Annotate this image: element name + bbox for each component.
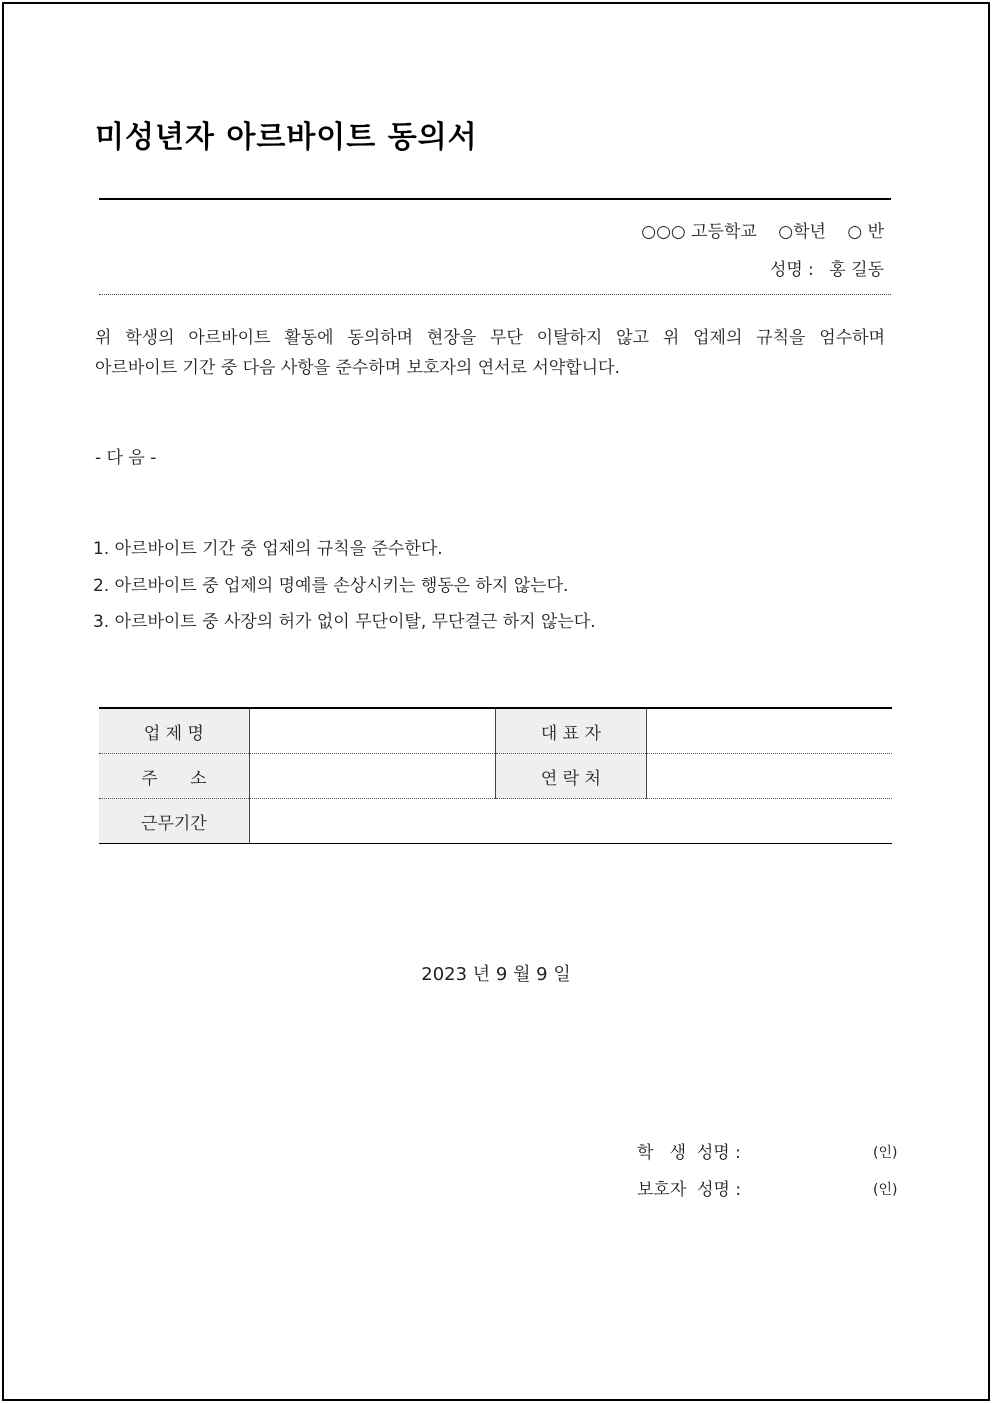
- school-info: [625, 217, 884, 242]
- page-border: [2, 2, 990, 1401]
- school-name: ○○○ 고등학교: [641, 222, 757, 242]
- student-name-line: [760, 255, 884, 280]
- company-name-field[interactable]: [249, 708, 495, 754]
- table-row: [99, 708, 892, 754]
- table-row: [99, 754, 892, 799]
- address-label: 주 소: [99, 754, 249, 799]
- table-row: [99, 799, 892, 844]
- terms-list: [93, 531, 596, 641]
- guardian-seal-mark: (인): [873, 1182, 898, 1198]
- term-item: 3. 아르바이트 중 사장의 허가 없이 무단이탈, 무단결근 하지 않는다.: [93, 612, 596, 632]
- employer-info-table: [99, 707, 892, 844]
- student-name-label: 성명 :: [769, 260, 814, 280]
- company-name-label: 업 제 명: [99, 708, 249, 754]
- consent-line-2: 아르바이트 기간 중 다음 사항을 준수하며 보호자의 연서로 서약합니다.: [95, 358, 620, 378]
- student-seal-mark: (인): [873, 1145, 898, 1161]
- contact-field[interactable]: [646, 754, 892, 799]
- consent-line-1: 위 학생의 아르바이트 활동에 동의하며 현장을 무단 이탈하지 않고 위 업제의 규칙을 엄수하며: [95, 328, 885, 348]
- term-item: 2. 아르바이트 중 업제의 명예를 손상시키는 행동은 하지 않는다.: [93, 575, 569, 596]
- following-heading: - 다 음 -: [95, 448, 157, 468]
- address-field[interactable]: [249, 754, 495, 799]
- representative-field[interactable]: [646, 708, 892, 754]
- guardian-signature-label: 보호자 성명 :: [637, 1180, 742, 1200]
- header-dotted-divider: [99, 294, 891, 295]
- consent-paragraph: [95, 323, 885, 383]
- document-date: 2023 년 9 월 9 일: [421, 964, 571, 985]
- representative-label: 대 표 자: [496, 708, 647, 754]
- grade: ○학년: [778, 222, 826, 242]
- work-period-field[interactable]: [249, 799, 892, 844]
- class-number: ○ 반: [847, 222, 884, 242]
- document-title: 미성년자 아르바이트 동의서: [95, 120, 478, 155]
- student-name-value: 홍 길동: [829, 260, 884, 280]
- term-item: 1. 아르바이트 기간 중 업제의 규칙을 준수한다.: [93, 539, 443, 559]
- work-period-label: 근무기간: [99, 799, 249, 844]
- title-divider: [99, 198, 891, 200]
- student-signature-label: 학 생 성명 :: [637, 1143, 741, 1163]
- contact-label: 연 락 처: [496, 754, 647, 799]
